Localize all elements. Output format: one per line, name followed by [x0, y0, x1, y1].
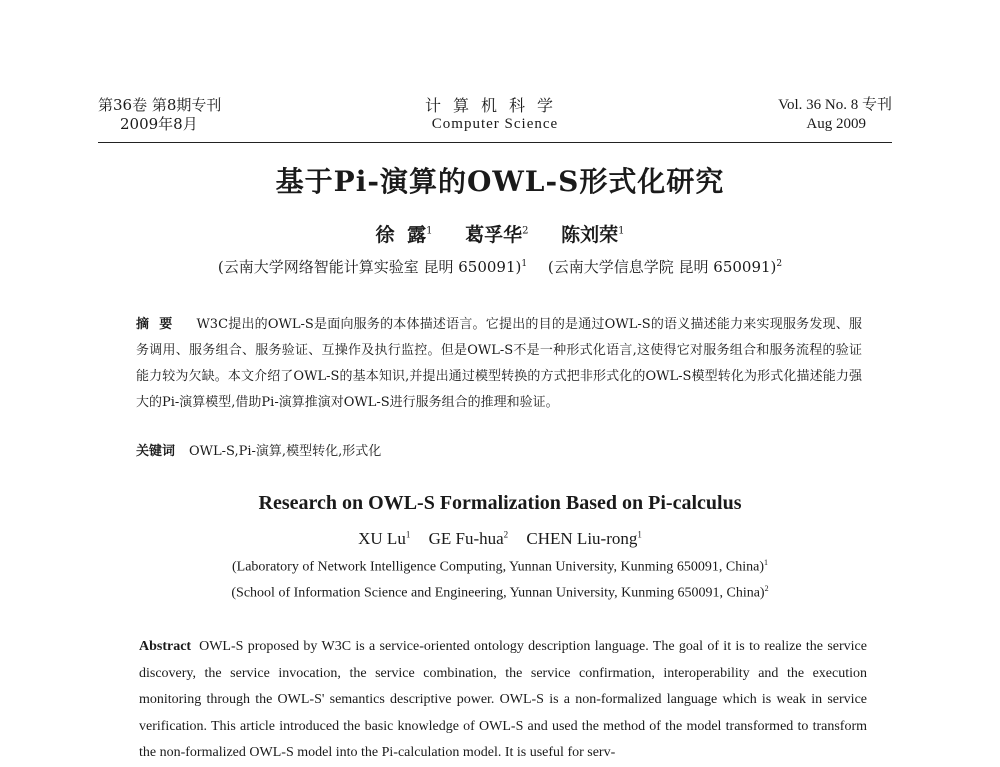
abstract-cn-text: W3C提出的OWL-S是面向服务的本体描述语言。它提出的目的是通过OWL-S的语义描述能力来实现服务发现、服务调用、服务组合、服务验证、互操作及执行监控。但是OWL-S不是一种形式化语言,这使得它对服务组合和服务流程的验证能力较为欠缺。本文介绍了OWL-S的基本知识,并提出通过模型转换的方式把非形式化的OWL-S模型转化为形式化描述能力强大的Pi-演算模型,借助Pi-演算推演对OWL-S进行服务组合的推理和验证。	[136, 317, 862, 410]
journal-name-en: Computer Science	[431, 116, 559, 132]
keywords-cn-text: OWL-S,Pi-演算,模型转化,形式化	[189, 444, 382, 459]
keywords-cn-label: 关键词	[136, 444, 176, 459]
author-en: GE Fu-hua$^2$	[428, 529, 509, 548]
affiliations-cn	[0, 256, 1000, 277]
volume-issue-en: Vol. 36 No. 8 专刊	[778, 97, 892, 113]
journal-header	[98, 96, 892, 143]
journal-name-cn: 计算机科学	[424, 96, 565, 115]
author-cn: 陈刘荣$^1$	[561, 224, 625, 246]
paper-title-en: Research on OWL-S Formalization Based on Pi-calculus	[258, 492, 742, 514]
authors-en	[0, 529, 1000, 549]
author-cn: 徐 露$^1$	[375, 224, 433, 246]
author-en: XU Lu$^1$	[358, 529, 411, 548]
abstract-cn	[136, 312, 862, 416]
authors-cn	[0, 220, 1000, 247]
date-en: Aug 2009	[806, 116, 866, 132]
journal-volume-en	[778, 96, 892, 134]
affiliation-cn: (云南大学信息学院 昆明 650091)$^2$	[547, 258, 783, 276]
author-en: CHEN Liu-rong$^1$	[526, 529, 642, 548]
affiliation-cn: (云南大学网络智能计算实验室 昆明 650091)$^1$	[217, 258, 528, 276]
volume-issue-cn: 第36卷 第8期专刊	[98, 96, 222, 114]
abstract-en-text: OWL-S proposed by W3C is a service-oriented ontology description language. The goal of it is to realize the service discovery, the service invocation, the service combination, the service confirmation, interoperability and the execution monitoring through the OWL-S' semantics descriptive power. OWL-S is a non-formalized language which is weak in service verification. This article introduced the basic knowledge of OWL-S and used the method of the model transformed to transform the non-formalized OWL-S model into the Pi-calculation model. It is useful for serv-	[139, 639, 867, 760]
journal-name	[98, 96, 892, 134]
author-cn: 葛孚华$^2$	[465, 224, 529, 246]
abstract-cn-label: 摘要	[136, 317, 183, 332]
affiliation-en-1: (Laboratory of Network Intelligence Computing, Yunnan University, Kunming 650091, China)$^1$	[231, 558, 769, 575]
abstract-en	[139, 634, 867, 767]
abstract-en-label: Abstract	[139, 639, 192, 654]
date-cn: 2009年8月	[120, 115, 198, 133]
paper-title-cn: 基于Pi-演算的OWL-S形式化研究	[275, 165, 725, 198]
affiliation-en-2: (School of Information Science and Engineering, Yunnan University, Kunming 650091, China)$^2$	[231, 584, 769, 601]
keywords-cn	[136, 440, 862, 459]
